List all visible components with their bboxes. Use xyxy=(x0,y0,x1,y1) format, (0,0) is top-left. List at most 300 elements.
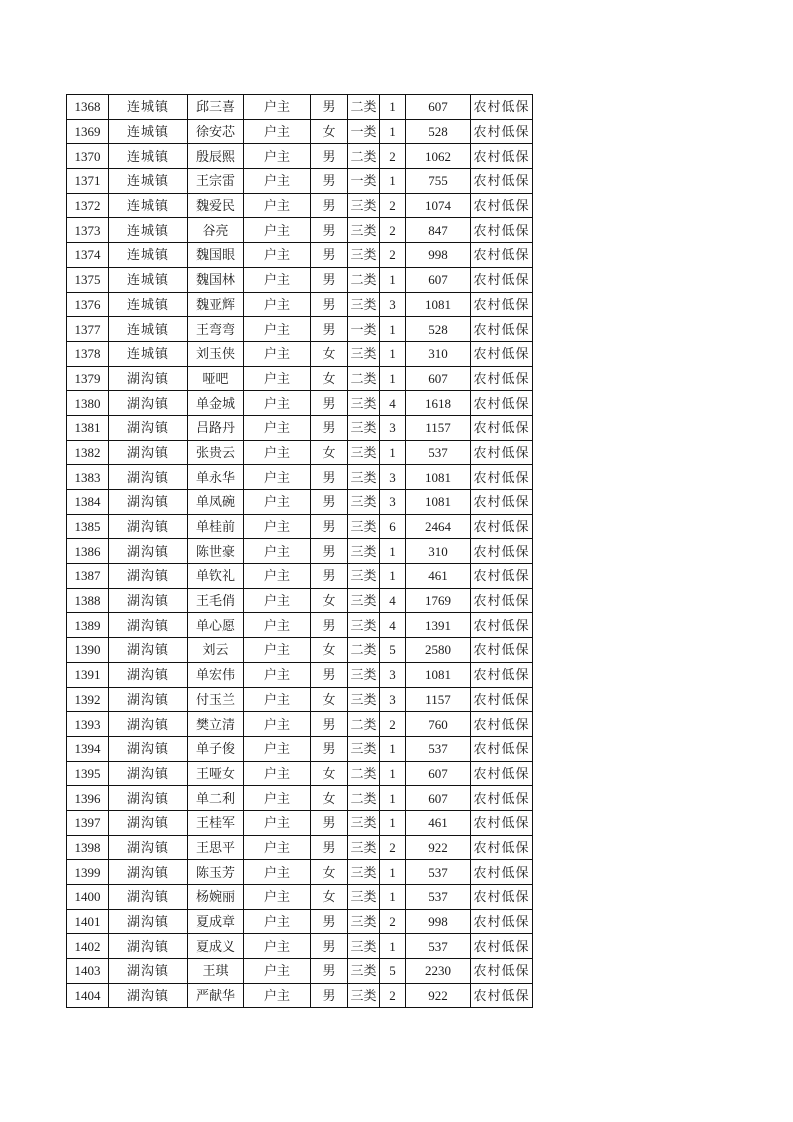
cell-amount: 1081 xyxy=(406,465,471,490)
cell-count: 2 xyxy=(380,144,406,169)
cell-category: 三类 xyxy=(348,514,380,539)
cell-id: 1373 xyxy=(67,218,109,243)
cell-category: 三类 xyxy=(348,218,380,243)
cell-amount: 1157 xyxy=(406,687,471,712)
cell-amount: 537 xyxy=(406,934,471,959)
cell-amount: 1391 xyxy=(406,613,471,638)
table-row xyxy=(67,687,533,712)
cell-amount: 607 xyxy=(406,761,471,786)
cell-amount: 1062 xyxy=(406,144,471,169)
cell-gender: 女 xyxy=(311,860,348,885)
cell-count: 4 xyxy=(380,613,406,638)
cell-gender: 男 xyxy=(311,909,348,934)
cell-status: 农村低保 xyxy=(471,959,533,984)
cell-category: 二类 xyxy=(348,144,380,169)
cell-town: 湖沟镇 xyxy=(109,366,188,391)
cell-town: 湖沟镇 xyxy=(109,687,188,712)
cell-gender: 男 xyxy=(311,662,348,687)
cell-status: 农村低保 xyxy=(471,885,533,910)
cell-status: 农村低保 xyxy=(471,317,533,342)
cell-category: 三类 xyxy=(348,909,380,934)
cell-amount: 760 xyxy=(406,712,471,737)
cell-amount: 461 xyxy=(406,564,471,589)
cell-name: 殷辰熙 xyxy=(188,144,244,169)
cell-category: 三类 xyxy=(348,885,380,910)
cell-name: 夏成章 xyxy=(188,909,244,934)
table-row xyxy=(67,613,533,638)
cell-amount: 2464 xyxy=(406,514,471,539)
cell-town: 连城镇 xyxy=(109,267,188,292)
cell-amount: 2580 xyxy=(406,638,471,663)
cell-amount: 537 xyxy=(406,860,471,885)
cell-amount: 537 xyxy=(406,885,471,910)
cell-relation: 户主 xyxy=(244,934,311,959)
cell-amount: 922 xyxy=(406,983,471,1008)
table-row xyxy=(67,588,533,613)
cell-town: 连城镇 xyxy=(109,144,188,169)
cell-gender: 男 xyxy=(311,193,348,218)
cell-category: 三类 xyxy=(348,539,380,564)
cell-status: 农村低保 xyxy=(471,440,533,465)
cell-town: 连城镇 xyxy=(109,193,188,218)
table-row xyxy=(67,860,533,885)
cell-amount: 1074 xyxy=(406,193,471,218)
cell-category: 三类 xyxy=(348,810,380,835)
cell-count: 3 xyxy=(380,415,406,440)
cell-category: 三类 xyxy=(348,613,380,638)
cell-relation: 户主 xyxy=(244,662,311,687)
table-row xyxy=(67,934,533,959)
cell-status: 农村低保 xyxy=(471,465,533,490)
cell-name: 单凤碗 xyxy=(188,490,244,515)
cell-relation: 户主 xyxy=(244,613,311,638)
cell-town: 湖沟镇 xyxy=(109,712,188,737)
cell-gender: 男 xyxy=(311,810,348,835)
cell-relation: 户主 xyxy=(244,119,311,144)
cell-relation: 户主 xyxy=(244,835,311,860)
cell-relation: 户主 xyxy=(244,638,311,663)
cell-relation: 户主 xyxy=(244,860,311,885)
cell-id: 1399 xyxy=(67,860,109,885)
cell-id: 1400 xyxy=(67,885,109,910)
cell-count: 1 xyxy=(380,341,406,366)
table-row xyxy=(67,440,533,465)
cell-status: 农村低保 xyxy=(471,514,533,539)
cell-amount: 607 xyxy=(406,786,471,811)
cell-name: 魏国眼 xyxy=(188,243,244,268)
cell-id: 1374 xyxy=(67,243,109,268)
cell-name: 魏爱民 xyxy=(188,193,244,218)
cell-count: 1 xyxy=(380,366,406,391)
cell-town: 湖沟镇 xyxy=(109,391,188,416)
cell-amount: 537 xyxy=(406,440,471,465)
table-row xyxy=(67,95,533,120)
cell-amount: 607 xyxy=(406,95,471,120)
cell-id: 1393 xyxy=(67,712,109,737)
cell-gender: 男 xyxy=(311,983,348,1008)
cell-relation: 户主 xyxy=(244,959,311,984)
cell-relation: 户主 xyxy=(244,366,311,391)
cell-count: 3 xyxy=(380,687,406,712)
cell-gender: 女 xyxy=(311,440,348,465)
table-row xyxy=(67,193,533,218)
cell-gender: 男 xyxy=(311,490,348,515)
cell-id: 1391 xyxy=(67,662,109,687)
cell-id: 1404 xyxy=(67,983,109,1008)
cell-gender: 男 xyxy=(311,835,348,860)
cell-amount: 1081 xyxy=(406,490,471,515)
cell-amount: 1157 xyxy=(406,415,471,440)
table-row xyxy=(67,169,533,194)
cell-id: 1401 xyxy=(67,909,109,934)
table-row xyxy=(67,391,533,416)
cell-count: 2 xyxy=(380,243,406,268)
cell-name: 吕路丹 xyxy=(188,415,244,440)
table-row xyxy=(67,786,533,811)
cell-status: 农村低保 xyxy=(471,835,533,860)
table-row xyxy=(67,465,533,490)
cell-id: 1396 xyxy=(67,786,109,811)
cell-name: 王宗雷 xyxy=(188,169,244,194)
cell-status: 农村低保 xyxy=(471,341,533,366)
table-row xyxy=(67,662,533,687)
cell-relation: 户主 xyxy=(244,564,311,589)
table-row xyxy=(67,292,533,317)
cell-count: 1 xyxy=(380,95,406,120)
cell-category: 三类 xyxy=(348,860,380,885)
cell-name: 杨婉丽 xyxy=(188,885,244,910)
cell-gender: 男 xyxy=(311,169,348,194)
cell-gender: 男 xyxy=(311,613,348,638)
table-row xyxy=(67,341,533,366)
cell-town: 湖沟镇 xyxy=(109,885,188,910)
cell-count: 1 xyxy=(380,440,406,465)
cell-amount: 1769 xyxy=(406,588,471,613)
cell-gender: 男 xyxy=(311,391,348,416)
cell-count: 1 xyxy=(380,761,406,786)
cell-name: 单心愿 xyxy=(188,613,244,638)
cell-category: 一类 xyxy=(348,169,380,194)
table-row xyxy=(67,539,533,564)
cell-id: 1392 xyxy=(67,687,109,712)
cell-id: 1371 xyxy=(67,169,109,194)
table-row xyxy=(67,885,533,910)
cell-town: 湖沟镇 xyxy=(109,588,188,613)
cell-name: 付玉兰 xyxy=(188,687,244,712)
cell-category: 三类 xyxy=(348,736,380,761)
cell-category: 二类 xyxy=(348,786,380,811)
cell-name: 王毛俏 xyxy=(188,588,244,613)
cell-category: 三类 xyxy=(348,193,380,218)
cell-category: 二类 xyxy=(348,638,380,663)
cell-status: 农村低保 xyxy=(471,860,533,885)
cell-id: 1375 xyxy=(67,267,109,292)
table-row xyxy=(67,243,533,268)
cell-count: 3 xyxy=(380,465,406,490)
cell-status: 农村低保 xyxy=(471,662,533,687)
cell-count: 1 xyxy=(380,934,406,959)
cell-amount: 755 xyxy=(406,169,471,194)
cell-town: 湖沟镇 xyxy=(109,613,188,638)
cell-count: 2 xyxy=(380,909,406,934)
cell-id: 1389 xyxy=(67,613,109,638)
cell-count: 1 xyxy=(380,810,406,835)
cell-gender: 男 xyxy=(311,415,348,440)
cell-category: 三类 xyxy=(348,835,380,860)
cell-gender: 女 xyxy=(311,119,348,144)
cell-relation: 户主 xyxy=(244,539,311,564)
cell-relation: 户主 xyxy=(244,736,311,761)
cell-amount: 310 xyxy=(406,341,471,366)
cell-category: 三类 xyxy=(348,687,380,712)
cell-relation: 户主 xyxy=(244,440,311,465)
table-row xyxy=(67,267,533,292)
cell-status: 农村低保 xyxy=(471,95,533,120)
cell-gender: 男 xyxy=(311,243,348,268)
cell-gender: 女 xyxy=(311,687,348,712)
cell-amount: 847 xyxy=(406,218,471,243)
cell-count: 2 xyxy=(380,218,406,243)
cell-relation: 户主 xyxy=(244,415,311,440)
cell-count: 6 xyxy=(380,514,406,539)
cell-relation: 户主 xyxy=(244,144,311,169)
cell-town: 连城镇 xyxy=(109,243,188,268)
cell-count: 2 xyxy=(380,983,406,1008)
cell-gender: 男 xyxy=(311,317,348,342)
cell-name: 单桂前 xyxy=(188,514,244,539)
cell-name: 徐安芯 xyxy=(188,119,244,144)
cell-name: 邱三喜 xyxy=(188,95,244,120)
cell-count: 1 xyxy=(380,860,406,885)
cell-status: 农村低保 xyxy=(471,292,533,317)
cell-town: 湖沟镇 xyxy=(109,638,188,663)
cell-gender: 女 xyxy=(311,341,348,366)
cell-status: 农村低保 xyxy=(471,267,533,292)
cell-status: 农村低保 xyxy=(471,169,533,194)
cell-id: 1380 xyxy=(67,391,109,416)
cell-name: 夏成义 xyxy=(188,934,244,959)
cell-gender: 男 xyxy=(311,95,348,120)
cell-name: 刘玉侠 xyxy=(188,341,244,366)
cell-id: 1376 xyxy=(67,292,109,317)
cell-status: 农村低保 xyxy=(471,638,533,663)
cell-count: 1 xyxy=(380,539,406,564)
cell-amount: 1081 xyxy=(406,662,471,687)
cell-status: 农村低保 xyxy=(471,983,533,1008)
cell-amount: 607 xyxy=(406,267,471,292)
cell-category: 三类 xyxy=(348,588,380,613)
cell-category: 三类 xyxy=(348,391,380,416)
cell-category: 三类 xyxy=(348,662,380,687)
cell-gender: 男 xyxy=(311,959,348,984)
cell-amount: 310 xyxy=(406,539,471,564)
table-row xyxy=(67,490,533,515)
table-row xyxy=(67,810,533,835)
table-row xyxy=(67,144,533,169)
cell-count: 1 xyxy=(380,317,406,342)
cell-id: 1377 xyxy=(67,317,109,342)
cell-relation: 户主 xyxy=(244,391,311,416)
cell-status: 农村低保 xyxy=(471,909,533,934)
cell-gender: 女 xyxy=(311,885,348,910)
cell-status: 农村低保 xyxy=(471,539,533,564)
cell-town: 连城镇 xyxy=(109,317,188,342)
cell-relation: 户主 xyxy=(244,465,311,490)
table-row xyxy=(67,218,533,243)
cell-status: 农村低保 xyxy=(471,144,533,169)
cell-id: 1381 xyxy=(67,415,109,440)
cell-name: 严献华 xyxy=(188,983,244,1008)
cell-town: 湖沟镇 xyxy=(109,465,188,490)
table-row xyxy=(67,415,533,440)
cell-relation: 户主 xyxy=(244,490,311,515)
cell-status: 农村低保 xyxy=(471,736,533,761)
cell-status: 农村低保 xyxy=(471,490,533,515)
cell-name: 单永华 xyxy=(188,465,244,490)
cell-gender: 女 xyxy=(311,786,348,811)
cell-id: 1378 xyxy=(67,341,109,366)
cell-category: 三类 xyxy=(348,243,380,268)
cell-count: 3 xyxy=(380,662,406,687)
cell-amount: 537 xyxy=(406,736,471,761)
welfare-roster-table xyxy=(66,94,533,1008)
cell-status: 农村低保 xyxy=(471,712,533,737)
cell-relation: 户主 xyxy=(244,712,311,737)
cell-category: 二类 xyxy=(348,761,380,786)
table-row xyxy=(67,959,533,984)
cell-town: 湖沟镇 xyxy=(109,835,188,860)
cell-amount: 528 xyxy=(406,119,471,144)
cell-status: 农村低保 xyxy=(471,810,533,835)
cell-id: 1379 xyxy=(67,366,109,391)
cell-amount: 1618 xyxy=(406,391,471,416)
cell-relation: 户主 xyxy=(244,983,311,1008)
table-row xyxy=(67,564,533,589)
cell-count: 1 xyxy=(380,564,406,589)
cell-town: 连城镇 xyxy=(109,119,188,144)
cell-name: 单钦礼 xyxy=(188,564,244,589)
cell-status: 农村低保 xyxy=(471,786,533,811)
cell-name: 魏国林 xyxy=(188,267,244,292)
cell-status: 农村低保 xyxy=(471,613,533,638)
cell-status: 农村低保 xyxy=(471,415,533,440)
table-row xyxy=(67,712,533,737)
cell-gender: 男 xyxy=(311,292,348,317)
cell-id: 1368 xyxy=(67,95,109,120)
table-row xyxy=(67,983,533,1008)
cell-id: 1390 xyxy=(67,638,109,663)
cell-status: 农村低保 xyxy=(471,687,533,712)
cell-town: 湖沟镇 xyxy=(109,415,188,440)
cell-category: 二类 xyxy=(348,267,380,292)
cell-town: 湖沟镇 xyxy=(109,860,188,885)
cell-count: 1 xyxy=(380,786,406,811)
cell-category: 一类 xyxy=(348,317,380,342)
cell-town: 连城镇 xyxy=(109,169,188,194)
cell-town: 湖沟镇 xyxy=(109,983,188,1008)
cell-relation: 户主 xyxy=(244,810,311,835)
cell-gender: 男 xyxy=(311,144,348,169)
cell-category: 三类 xyxy=(348,465,380,490)
cell-gender: 男 xyxy=(311,267,348,292)
cell-count: 5 xyxy=(380,638,406,663)
cell-relation: 户主 xyxy=(244,267,311,292)
cell-gender: 女 xyxy=(311,761,348,786)
cell-count: 1 xyxy=(380,169,406,194)
cell-relation: 户主 xyxy=(244,514,311,539)
table-row xyxy=(67,317,533,342)
cell-status: 农村低保 xyxy=(471,218,533,243)
cell-category: 三类 xyxy=(348,934,380,959)
cell-gender: 男 xyxy=(311,712,348,737)
cell-town: 连城镇 xyxy=(109,341,188,366)
table-row xyxy=(67,638,533,663)
cell-name: 王思平 xyxy=(188,835,244,860)
cell-count: 3 xyxy=(380,490,406,515)
cell-name: 谷亮 xyxy=(188,218,244,243)
cell-relation: 户主 xyxy=(244,218,311,243)
cell-town: 湖沟镇 xyxy=(109,490,188,515)
cell-id: 1369 xyxy=(67,119,109,144)
cell-status: 农村低保 xyxy=(471,588,533,613)
cell-amount: 998 xyxy=(406,243,471,268)
cell-town: 湖沟镇 xyxy=(109,662,188,687)
cell-id: 1395 xyxy=(67,761,109,786)
cell-category: 三类 xyxy=(348,341,380,366)
cell-status: 农村低保 xyxy=(471,564,533,589)
cell-town: 湖沟镇 xyxy=(109,761,188,786)
table-row xyxy=(67,761,533,786)
cell-id: 1403 xyxy=(67,959,109,984)
cell-town: 湖沟镇 xyxy=(109,539,188,564)
cell-category: 三类 xyxy=(348,959,380,984)
cell-relation: 户主 xyxy=(244,169,311,194)
cell-category: 三类 xyxy=(348,440,380,465)
cell-id: 1372 xyxy=(67,193,109,218)
cell-town: 湖沟镇 xyxy=(109,564,188,589)
cell-id: 1398 xyxy=(67,835,109,860)
cell-category: 三类 xyxy=(348,490,380,515)
cell-count: 1 xyxy=(380,736,406,761)
cell-name: 刘云 xyxy=(188,638,244,663)
cell-category: 三类 xyxy=(348,983,380,1008)
cell-category: 一类 xyxy=(348,119,380,144)
cell-town: 连城镇 xyxy=(109,95,188,120)
cell-category: 二类 xyxy=(348,95,380,120)
cell-name: 单宏伟 xyxy=(188,662,244,687)
table-row xyxy=(67,366,533,391)
cell-count: 2 xyxy=(380,193,406,218)
cell-town: 湖沟镇 xyxy=(109,440,188,465)
cell-count: 2 xyxy=(380,835,406,860)
cell-count: 5 xyxy=(380,959,406,984)
cell-name: 陈玉芳 xyxy=(188,860,244,885)
cell-town: 湖沟镇 xyxy=(109,959,188,984)
cell-id: 1386 xyxy=(67,539,109,564)
cell-relation: 户主 xyxy=(244,761,311,786)
cell-count: 4 xyxy=(380,588,406,613)
cell-relation: 户主 xyxy=(244,786,311,811)
cell-name: 单子俊 xyxy=(188,736,244,761)
cell-category: 二类 xyxy=(348,366,380,391)
table-row xyxy=(67,514,533,539)
cell-id: 1388 xyxy=(67,588,109,613)
cell-town: 连城镇 xyxy=(109,218,188,243)
cell-id: 1402 xyxy=(67,934,109,959)
cell-name: 王桂军 xyxy=(188,810,244,835)
cell-count: 1 xyxy=(380,119,406,144)
cell-gender: 女 xyxy=(311,366,348,391)
